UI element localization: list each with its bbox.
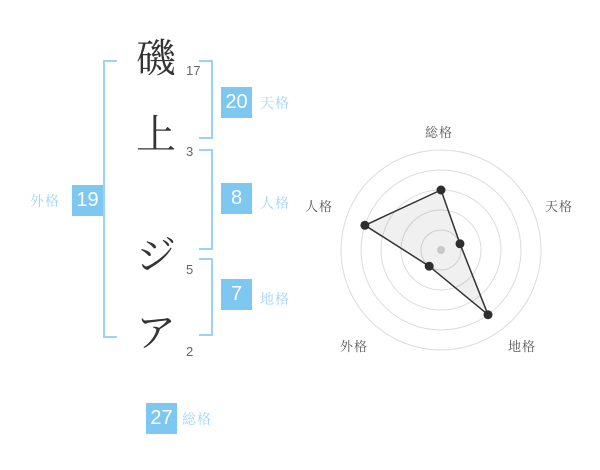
gaikaku-bracket bbox=[103, 60, 117, 338]
gaikaku-value-badge: 19 bbox=[72, 185, 103, 216]
chikaku-label: 地格 bbox=[260, 291, 290, 307]
name-char-1: 磯 bbox=[136, 37, 176, 81]
tenkaku-value-badge: 20 bbox=[221, 87, 252, 118]
radar-axis-label: 人格 bbox=[305, 199, 334, 214]
radar-chart bbox=[300, 110, 590, 370]
jinkaku-label: 人格 bbox=[260, 195, 290, 211]
radar-data-point bbox=[437, 186, 446, 195]
radar-center-dot bbox=[437, 246, 445, 254]
name-char-3: ジ bbox=[136, 234, 176, 278]
tenkaku-label: 天格 bbox=[260, 95, 290, 111]
radar-data-point bbox=[360, 221, 369, 230]
stroke-count-4: 2 bbox=[186, 344, 194, 359]
radar-data-polygon bbox=[365, 190, 488, 315]
radar-data-point bbox=[425, 262, 434, 271]
jinkaku-bracket bbox=[199, 149, 213, 250]
radar-axis-label: 外格 bbox=[340, 339, 369, 354]
chikaku-value-badge: 7 bbox=[221, 279, 252, 310]
stroke-count-1: 17 bbox=[186, 63, 201, 78]
radar-axis-label: 総格 bbox=[424, 125, 454, 140]
gaikaku-label: 外格 bbox=[30, 193, 60, 209]
stroke-count-2: 3 bbox=[186, 144, 194, 159]
soukaku-label: 総格 bbox=[182, 411, 212, 427]
name-char-4: ア bbox=[136, 311, 176, 355]
radar-data-point bbox=[484, 310, 493, 319]
radar-axis-label: 地格 bbox=[508, 339, 537, 354]
jinkaku-value-badge: 8 bbox=[221, 183, 252, 214]
stroke-count-3: 5 bbox=[186, 262, 194, 277]
soukaku-value-badge: 27 bbox=[146, 403, 177, 434]
name-char-2: 上 bbox=[136, 113, 176, 157]
radar-data-point bbox=[456, 239, 465, 248]
radar-chart-svg bbox=[300, 110, 590, 370]
radar-axis-label: 天格 bbox=[545, 199, 574, 214]
